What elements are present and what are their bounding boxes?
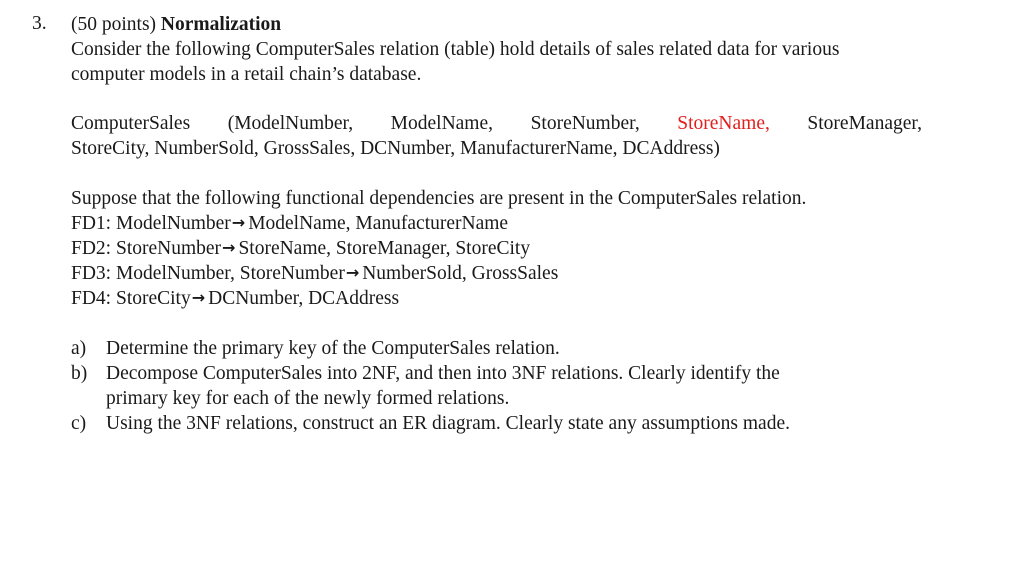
task-label: c) <box>71 413 87 434</box>
task-item-c <box>71 411 971 436</box>
fd-item-3 <box>71 261 971 286</box>
task-item-b <box>71 361 971 411</box>
relation-schema <box>71 111 971 161</box>
task-text: Decompose ComputerSales into 2NF, and then into 3NF relations. Clearly identify the <box>106 363 780 384</box>
task-text: Using the 3NF relations, construct an ER diagram. Clearly state any assumptions made. <box>106 413 790 434</box>
fd1-rhs: ModelName, ManufacturerName <box>248 213 509 234</box>
task-item-a <box>71 336 971 361</box>
question-number: 3. <box>32 13 47 34</box>
fd-item-2 <box>71 236 971 261</box>
fd3-rhs: NumberSold, GrossSales <box>362 263 559 284</box>
relation-name: ComputerSales <box>71 113 191 134</box>
fd4-rhs: DCNumber, DCAddress <box>208 288 400 309</box>
fd2-lhs: FD2: StoreNumber <box>71 238 222 259</box>
arrow-right-icon: → <box>345 263 360 282</box>
task-label: b) <box>71 363 88 384</box>
fd-item-1 <box>71 211 971 236</box>
relation-line-1 <box>71 111 922 136</box>
functional-dependencies <box>71 186 971 311</box>
question-intro <box>71 37 971 87</box>
intro-line-1: Consider the following ComputerSales relation (table) hold details of sales related data for various <box>71 39 840 60</box>
arrow-right-icon: → <box>222 238 236 257</box>
attr-store-name-highlighted: StoreName, <box>677 113 770 134</box>
attr-store-number: StoreNumber, <box>530 113 640 134</box>
question-topic: Normalization <box>160 14 282 35</box>
task-text-continued: primary key for each of the newly formed relations. <box>106 388 510 409</box>
fd3-lhs: FD3: ModelNumber, StoreNumber <box>71 263 345 284</box>
attr-model-number: (ModelNumber, <box>227 113 354 134</box>
question-points: (50 points) <box>71 14 157 35</box>
task-list <box>71 336 971 436</box>
task-label: a) <box>71 338 87 359</box>
fd2-rhs: StoreName, StoreManager, StoreCity <box>238 238 531 259</box>
fd-intro: Suppose that the following functional dependencies are present in the ComputerSales relation. <box>71 188 807 209</box>
attr-store-manager: StoreManager, <box>807 113 922 134</box>
question-title <box>71 12 971 37</box>
attr-model-name: ModelName, <box>390 113 494 134</box>
fd1-lhs: FD1: ModelNumber <box>71 213 231 234</box>
fd4-lhs: FD4: StoreCity <box>71 288 191 309</box>
task-text: Determine the primary key of the ComputerSales relation. <box>106 338 560 359</box>
fd-item-4 <box>71 286 971 311</box>
intro-line-2: computer models in a retail chain’s database. <box>71 64 422 85</box>
arrow-right-icon: → <box>191 288 206 307</box>
relation-line-2: StoreCity, NumberSold, GrossSales, DCNumber, ManufacturerName, DCAddress) <box>71 138 720 159</box>
arrow-right-icon: → <box>231 213 246 232</box>
